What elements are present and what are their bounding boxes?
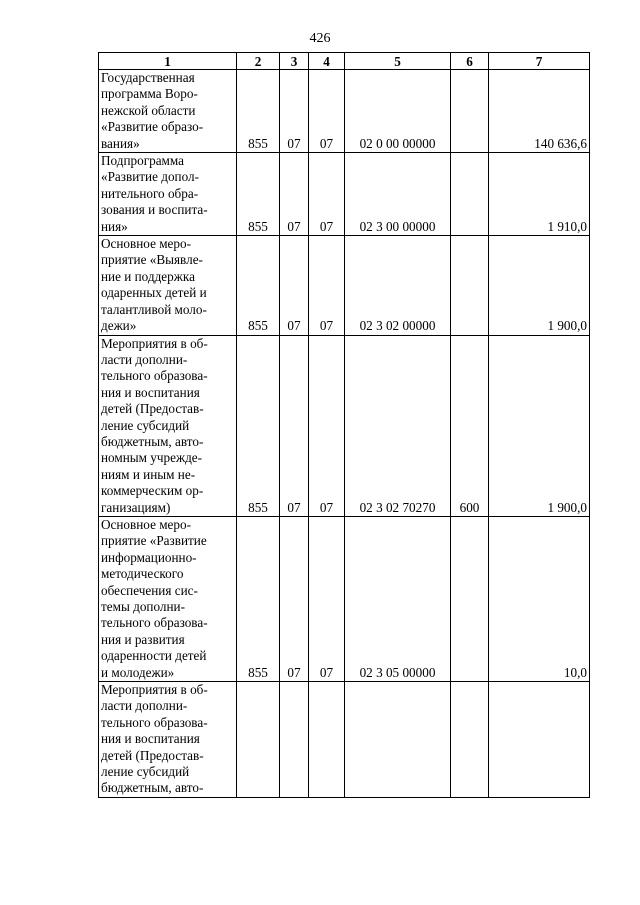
row-target-code: 02 3 00 00000	[345, 153, 451, 236]
row-expense-type	[451, 682, 489, 798]
row-subsection: 07	[309, 70, 345, 153]
row-expense-type: 600	[451, 335, 489, 516]
row-target-code: 02 3 02 00000	[345, 236, 451, 335]
row-target-code: 02 3 05 00000	[345, 516, 451, 681]
row-expense-type	[451, 153, 489, 236]
col-header-3: 3	[280, 53, 309, 70]
header-row	[99, 53, 590, 70]
row-grbs: 855	[237, 70, 280, 153]
table-row	[99, 153, 590, 236]
row-sum: 140 636,6	[489, 70, 590, 153]
row-section: 07	[280, 516, 309, 681]
row-section: 07	[280, 70, 309, 153]
row-subsection: 07	[309, 335, 345, 516]
row-section: 07	[280, 335, 309, 516]
row-sum	[489, 682, 590, 798]
row-sum: 1 910,0	[489, 153, 590, 236]
row-name: Основное меро- приятие «Развитие информационно- методического обеспечения сис- темы дополни- тельного образова- ния и развития одаренности детей и молодежи»	[99, 516, 237, 681]
col-header-6: 6	[451, 53, 489, 70]
row-grbs	[237, 682, 280, 798]
row-target-code	[345, 682, 451, 798]
row-section	[280, 682, 309, 798]
row-sum: 10,0	[489, 516, 590, 681]
row-section: 07	[280, 153, 309, 236]
table-row	[99, 335, 590, 516]
row-expense-type	[451, 70, 489, 153]
row-subsection: 07	[309, 236, 345, 335]
col-header-1: 1	[99, 53, 237, 70]
row-subsection: 07	[309, 516, 345, 681]
row-grbs: 855	[237, 236, 280, 335]
row-target-code: 02 3 02 70270	[345, 335, 451, 516]
row-section: 07	[280, 236, 309, 335]
table-row	[99, 70, 590, 153]
col-header-5: 5	[345, 53, 451, 70]
row-grbs: 855	[237, 153, 280, 236]
row-expense-type	[451, 236, 489, 335]
col-header-4: 4	[309, 53, 345, 70]
budget-table	[98, 52, 590, 798]
row-name: Мероприятия в об- ласти дополни- тельного образова- ния и воспитания детей (Предостав- ление субсидий бюджетным, авто- номным учрежде- ниям и иным не- коммерческим ор- ганизациям)	[99, 335, 237, 516]
row-name: Мероприятия в об- ласти дополни- тельного образова- ния и воспитания детей (Предостав- ление субсидий бюджетным, авто-	[99, 682, 237, 798]
row-subsection: 07	[309, 153, 345, 236]
col-header-2: 2	[237, 53, 280, 70]
row-subsection	[309, 682, 345, 798]
table-row	[99, 682, 590, 798]
row-name: Государственная программа Воро- нежской области «Развитие образо- вания»	[99, 70, 237, 153]
row-sum: 1 900,0	[489, 335, 590, 516]
row-name: Подпрограмма «Развитие допол- нительного обра- зования и воспита- ния»	[99, 153, 237, 236]
table-row	[99, 516, 590, 681]
row-target-code: 02 0 00 00000	[345, 70, 451, 153]
row-sum: 1 900,0	[489, 236, 590, 335]
row-grbs: 855	[237, 516, 280, 681]
table-row	[99, 236, 590, 335]
page-number: 426	[309, 31, 331, 46]
row-grbs: 855	[237, 335, 280, 516]
row-expense-type	[451, 516, 489, 681]
col-header-7: 7	[489, 53, 590, 70]
row-name: Основное меро- приятие «Выявле- ние и поддержка одаренных детей и талантливой моло- дежи»	[99, 236, 237, 335]
